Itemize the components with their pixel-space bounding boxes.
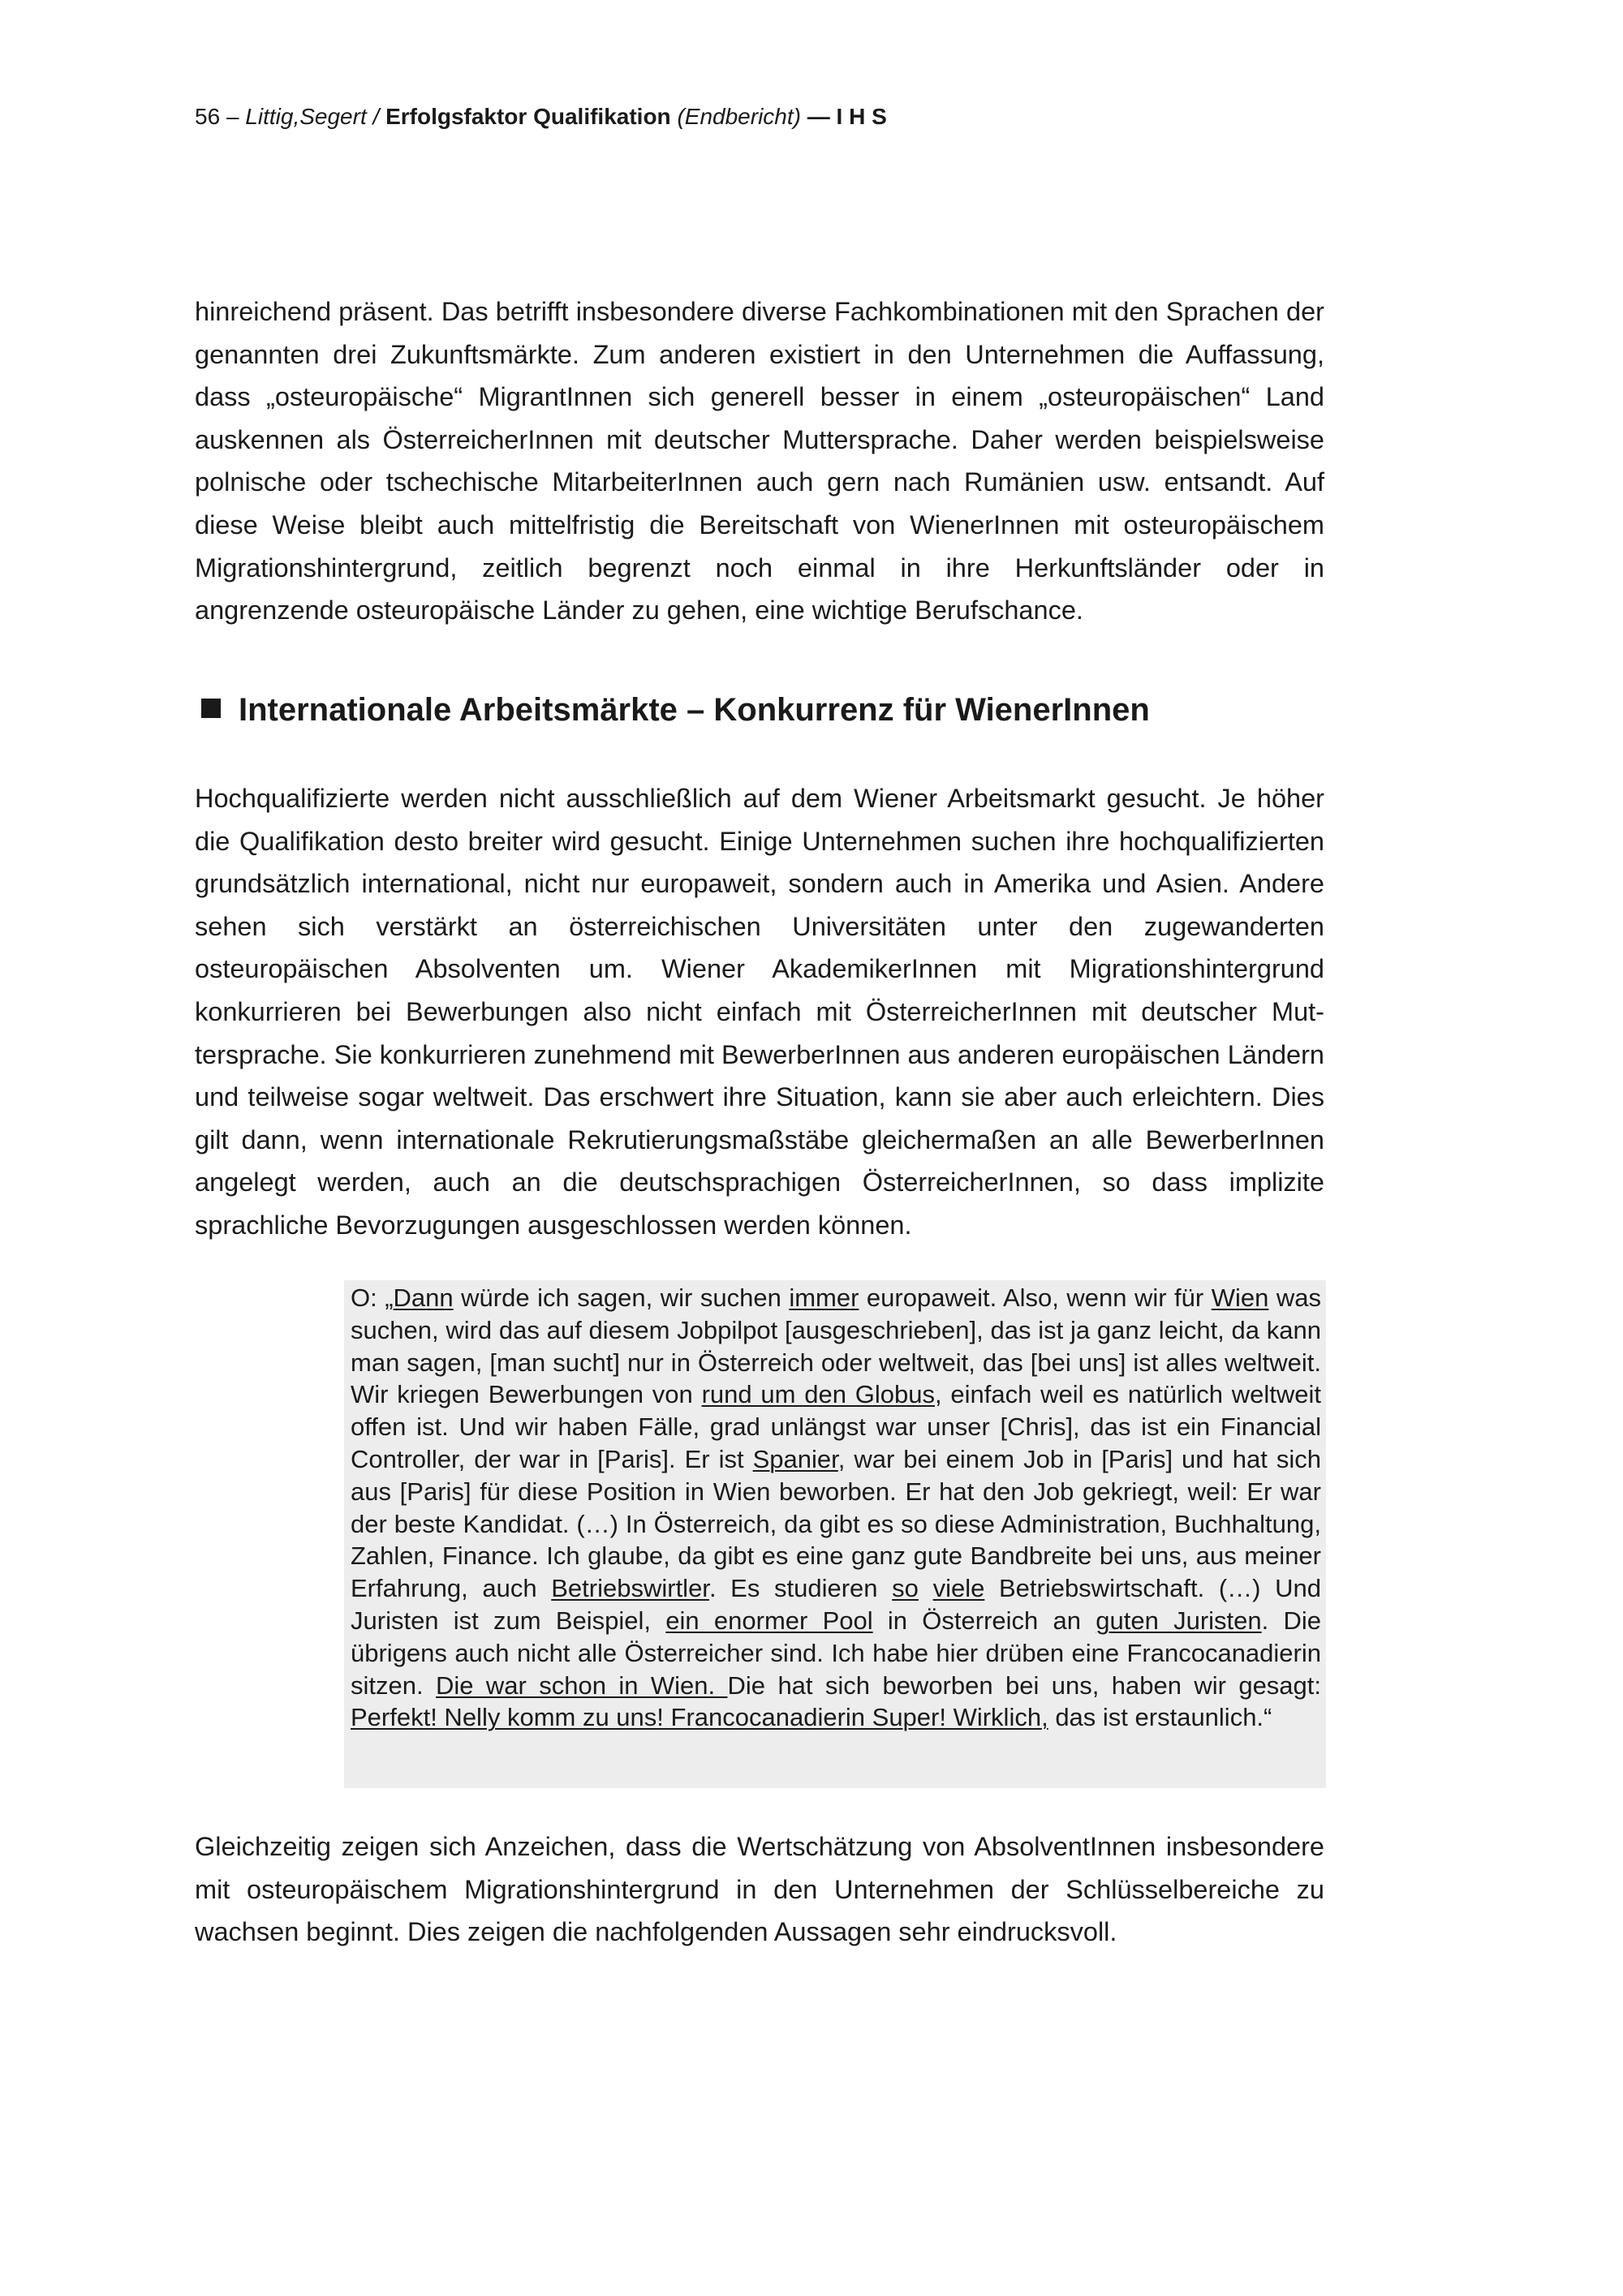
- header-publisher: — I H S: [807, 104, 887, 129]
- quote-text: würde ich sagen, wir suchen: [453, 1283, 790, 1312]
- section-heading: [201, 688, 1150, 732]
- header-dash: –: [226, 104, 239, 129]
- body-paragraph-3: Gleichzeitig zeigen sich Anzeichen, dass die Wertschätzung von AbsolventInnen insbesondere mit osteuropäischem Migrationshintergrund in den Unternehmen der Schlüsselbereiche zu wachsen beginnt. Dies zeigen die nachfolgenden Aussagen sehr eindrucksvoll.: [195, 1832, 1324, 1947]
- header-report-type: (Endbericht): [677, 104, 801, 129]
- quote-text: Die hat sich beworben bei uns, haben wir gesagt:: [727, 1670, 1322, 1700]
- quote-text: , war bei einem Job in [Paris] und hat sich aus [Paris] für diese Position in Wien beworben. Er hat den Job gekriegt, weil: Er war der beste Kandidat. (…) In Österreich, da gibt es so diese Administration, Buchhaltung, Zahlen, Finance. Ich glaube, da gibt es eine ganz gute Bandbreite bei uns, aus meiner Erfahrung, auch: [351, 1444, 1321, 1603]
- interview-quote-box: [344, 1280, 1326, 1788]
- quote-text: was suchen, wird das auf diesem Jobpilpot [ausgeschrieben], das ist ja ganz leicht, da kann man sagen, [man sucht] nur in Österreich oder weltweit, das [bei uns] ist alles weltweit. Wir kriegen Bewerbungen von: [351, 1283, 1321, 1409]
- quote-text: in Österreich an: [872, 1606, 1096, 1635]
- quote-emphasis: Betriebswirtler: [551, 1574, 709, 1603]
- quote-emphasis: Spanier: [752, 1444, 838, 1473]
- quote-emphasis: Perfekt! Nelly komm zu uns! Francocanadierin Super! Wirklich,: [351, 1703, 1048, 1732]
- quote-emphasis: so: [892, 1574, 919, 1603]
- running-header: [195, 101, 887, 133]
- quote-text: . Die übrigens auch nicht alle Österreicher sind. Ich habe hier drüben eine Francocanadierin sitzen.: [351, 1606, 1322, 1700]
- quote-text: Betriebswirtschaft. (…) Und Juristen ist zum Beispiel,: [351, 1574, 1322, 1635]
- body-paragraph-2: Hochqualifizierte werden nicht ausschließlich auf dem Wiener Arbeitsmarkt gesucht. Je höher die Qualifikation desto breiter wird gesucht. Einige Unternehmen suchen ihre hochqualifizierten grundsätzlich international, nicht nur europaweit, sondern auch in Amerika und Asien. Andere sehen sich verstärkt an österreichischen Universitäten unter den zugewanderten osteuropäischen Absolventen um. Wiener AkademikerInnen mit Migrationshintergrund konkurrieren bei Bewerbungen also nicht einfach mit ÖsterreicherInnen mit deutscher Muttersprache. Sie konkurrieren zunehmend mit BewerberInnen aus anderen europäischen Ländern und teilweise sogar weltweit. Das erschwert ihre Situation, kann sie aber auch erleichtern. Dies gilt dann, wenn internationale Rekrutierungsmaßstäbe gleichermaßen an alle BewerberInnen angelegt werden, auch an die deutschsprachigen ÖsterreicherInnen, so dass implizite sprachliche Bevorzugungen ausgeschlossen werden können.: [195, 784, 1324, 1240]
- header-title: Erfolgsfaktor Qualifikation: [385, 104, 671, 129]
- quote-text: O: „: [351, 1283, 394, 1312]
- quote-emphasis: Dann: [393, 1283, 454, 1312]
- quote-emphasis: ein enormer Pool: [665, 1606, 873, 1635]
- body-paragraph-1: hinreichend präsent. Das betrifft insbesondere diverse Fachkombinationen mit den Sprachen der genannten drei Zukunftsmärkte. Zum anderen existiert in den Unternehmen die Auffassung, dass „osteuropäische“ MigrantInnen sich generell besser in einem „osteuropäischen“ Land auskennen als ÖsterreicherInnen mit deutscher Muttersprache. Daher werden beispielsweise polnische oder tschechische MitarbeiterInnen auch gern nach Rumänien usw. entsandt. Auf diese Weise bleibt auch mittelfristig die Bereitschaft von WienerInnen mit osteuropäischem Migrationshintergrund, zeitlich begrenzt noch einmal in ihre Herkunftsländer oder in angrenzende osteuropäische Länder zu gehen, eine wichtige Berufschance.: [195, 297, 1324, 626]
- quote-emphasis: guten Juristen: [1096, 1606, 1262, 1635]
- interview-quote: [351, 1282, 1321, 1734]
- quote-emphasis: viele: [932, 1574, 985, 1603]
- quote-emphasis: Die war schon in Wien.: [436, 1670, 728, 1700]
- quote-text: , einfach weil es natürlich weltweit offen ist. Und wir haben Fälle, grad unlängst war unser [Chris], das ist ein Financial Controller, der war in [Paris]. Er ist: [351, 1380, 1321, 1473]
- quote-text: . Es studieren: [708, 1574, 893, 1603]
- quote-emphasis: rund um den Globus: [701, 1380, 935, 1409]
- square-bullet-icon: [201, 699, 221, 718]
- section-heading-text: Internationale Arbeitsmärkte – Konkurrenz für WienerInnen: [239, 692, 1150, 728]
- header-authors: Littig,Segert /: [245, 104, 380, 129]
- quote-text: das ist erstaunlich.“: [1048, 1703, 1272, 1732]
- quote-emphasis: Wien: [1211, 1283, 1269, 1312]
- quote-emphasis: immer: [789, 1283, 859, 1312]
- page-number: 56: [195, 104, 221, 129]
- quote-text: [919, 1574, 933, 1602]
- quote-text: europaweit. Also, wenn wir für: [859, 1283, 1212, 1312]
